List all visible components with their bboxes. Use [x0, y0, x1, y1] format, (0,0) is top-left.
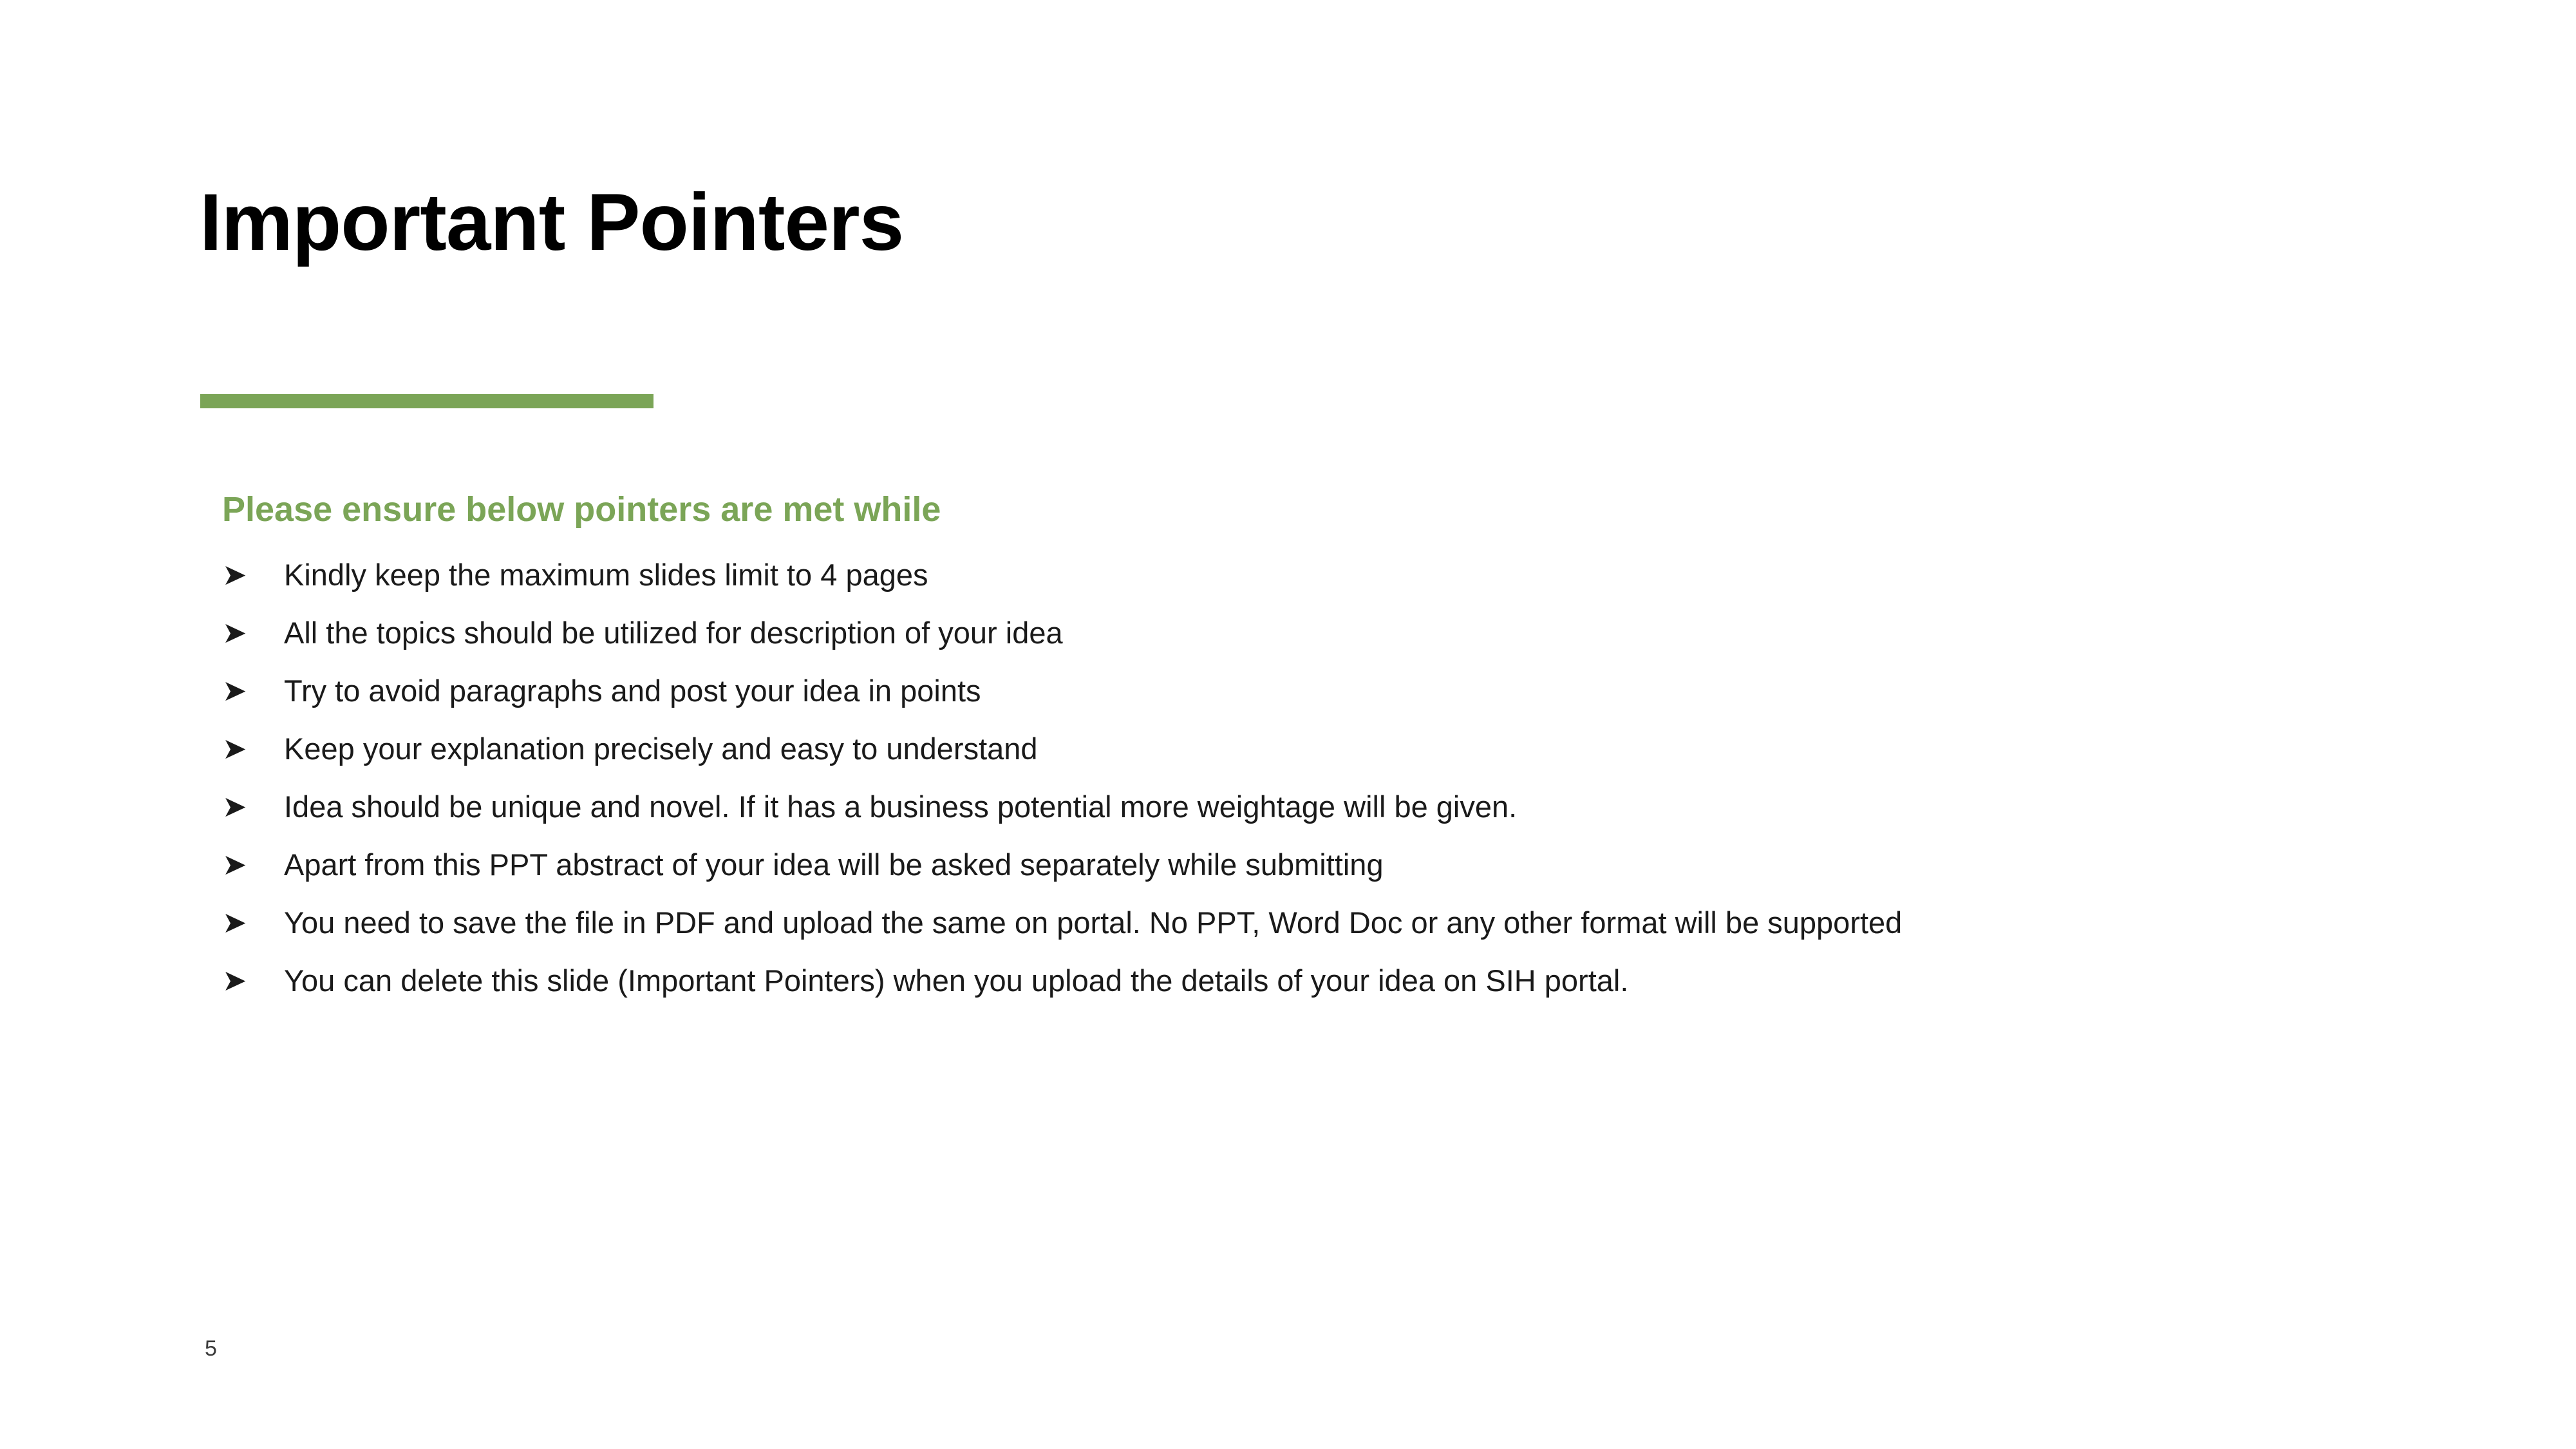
list-item-text: Apart from this PPT abstract of your idea will be asked separately while submitting [284, 848, 1384, 882]
list-item-text: Idea should be unique and novel. If it has a business potential more weightage will be given. [284, 790, 1518, 824]
arrow-bullet-icon: ➤ [222, 848, 247, 882]
list-item [222, 845, 2411, 885]
list-item-text: You need to save the file in PDF and upload the same on portal. No PPT, Word Doc or any other format will be supported [284, 905, 1903, 940]
decorative-corner-graphic [1675, 0, 2576, 644]
list-item-text: All the topics should be utilized for description of your idea [284, 616, 1063, 650]
list-item [222, 903, 2411, 943]
list-item [222, 787, 2411, 827]
list-item-text: Try to avoid paragraphs and post your idea in points [284, 674, 981, 708]
arrow-bullet-icon: ➤ [222, 905, 247, 940]
bullet-list [222, 555, 2411, 1019]
list-item-text: Kindly keep the maximum slides limit to 4 pages [284, 558, 928, 592]
slide-page-number: 5 [205, 1336, 217, 1361]
list-item [222, 671, 2411, 711]
arrow-bullet-icon: ➤ [222, 790, 247, 824]
arrow-bullet-icon: ➤ [222, 674, 247, 708]
list-item [222, 961, 2411, 1001]
arrow-bullet-icon: ➤ [222, 732, 247, 766]
list-item-text: Keep your explanation precisely and easy to understand [284, 732, 1038, 766]
section-subheading: Please ensure below pointers are met while [222, 490, 941, 529]
list-item [222, 613, 2411, 653]
page-title: Important Pointers [200, 178, 904, 267]
list-item [222, 555, 2411, 595]
arrow-bullet-icon: ➤ [222, 558, 247, 591]
arrow-bullet-icon: ➤ [222, 616, 247, 650]
title-underline-rule [200, 394, 653, 408]
arrow-bullet-icon: ➤ [222, 963, 247, 998]
list-item [222, 729, 2411, 769]
list-item-text: You can delete this slide (Important Pointers) when you upload the details of your idea on SIH portal. [284, 963, 1629, 998]
